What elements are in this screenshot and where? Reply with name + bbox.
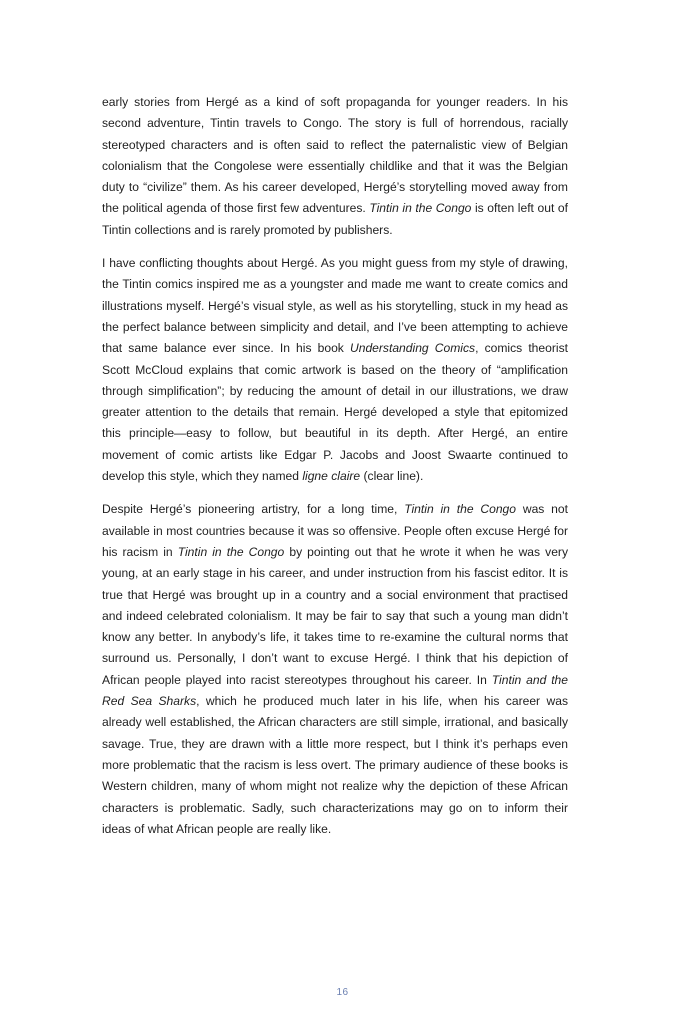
text-run: Despite Hergé’s pioneering artistry, for a long time, bbox=[102, 502, 405, 517]
text-run: was not available in most countries because it was so offensive. People often excuse Hergé for his racism in bbox=[102, 502, 568, 559]
text-run: I have conflicting thoughts about Hergé. As you might guess from my style of drawing, the Tintin comics inspired me as a youngster and made me want to create comics and illustrations myself. Hergé’s visual style, as well as his storytelling, stuck in my head as the perfect balance between simplicity and detail, and I’ve been attempting to achieve that same balance ever since. In his book bbox=[102, 256, 568, 356]
term-italic: ligne claire bbox=[302, 469, 361, 484]
body-text bbox=[102, 92, 568, 852]
book-title-italic: Tintin and the Red Sea Sharks bbox=[102, 672, 569, 709]
text-run: (clear line). bbox=[360, 469, 424, 484]
page-number: 16 bbox=[336, 987, 349, 998]
text-run: , comics theorist Scott McCloud explains that comic artwork is based on the theory of “amplification through simplification”; by reducing the amount of detail in our illustrations, we draw greater attention to the details that remain. Hergé developed a style that epitomized this principle—easy to follow, but beautiful in its depth. After Hergé, an entire movement of comic artists like Edgar P. Jacobs and Joost Swaarte continued to develop this style, which they named bbox=[102, 341, 568, 484]
text-run: , which he produced much later in his life, when his career was already well established, the African characters are still simple, irrational, and basically savage. True, they are drawn with a little more respect, but I think it’s perhaps even more problematic that the racism is less overt. The primary audience of these books is Western children, many of whom might not realize why the depiction of these African characters is problematic. Sadly, such characterizations may go on to inform their ideas of what African people are really like. bbox=[102, 694, 568, 836]
book-title-italic: Tintin in the Congo bbox=[369, 201, 472, 216]
text-run: early stories from Hergé as a kind of soft propaganda for younger readers. In his second adventure, Tintin travels to Congo. The story is full of horrendous, racially stereotyped characters and is often said to reflect the paternalistic view of Belgian colonialism that the Congolese were essentially childlike and that it was the Belgian duty to “civilize” them. As his career developed, Hergé’s storytelling moved away from the political agenda of those first few adventures. bbox=[102, 95, 568, 216]
paragraph bbox=[102, 499, 568, 840]
book-title-italic: Tintin in the Congo bbox=[404, 502, 517, 517]
paragraph bbox=[102, 92, 568, 241]
text-run: by pointing out that he wrote it when he was very young, at an early stage in his career, and under instruction from his fascist editor. It is true that Hergé was brought up in a country and a social environment that practised and indeed celebrated colonialism. It may be fair to say that such a young man didn’t know any better. In anybody’s life, it takes time to re-examine the cultural norms that surround us. Personally, I don’t want to excuse Hergé. I think that his depiction of African people played into racist stereotypes throughout his career. In bbox=[102, 544, 568, 687]
book-title-italic: Tintin in the Congo bbox=[177, 544, 285, 559]
text-run: is often left out of Tintin collections and is rarely promoted by publishers. bbox=[102, 201, 568, 237]
book-title-italic: Understanding Comics bbox=[349, 341, 476, 356]
paragraph bbox=[102, 253, 568, 487]
